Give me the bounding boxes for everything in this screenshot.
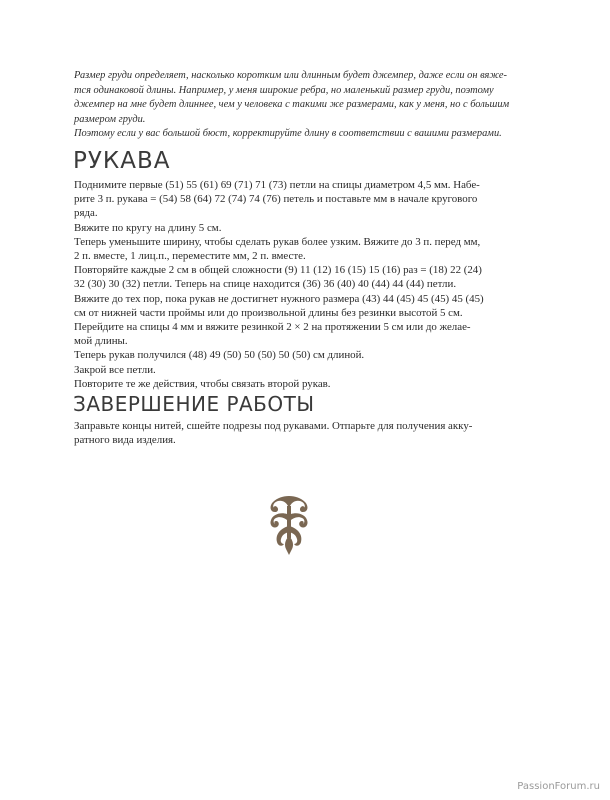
intro-note bbox=[74, 69, 542, 142]
text-line: мой длины. bbox=[74, 335, 128, 348]
text-line: Теперь рукав получился (48) 49 (50) 50 (50) 50 (50) см длиной. bbox=[74, 349, 365, 362]
finish-instructions bbox=[74, 419, 544, 447]
watermark: PassionForum.ru bbox=[517, 781, 600, 792]
text-line: см от нижней части проймы или до произвольной длины без резинки высотой 5 см. bbox=[74, 306, 463, 319]
text-line: Заправьте концы нитей, сшейте подрезы под рукавами. Отпарьте для получения акку- bbox=[74, 420, 473, 432]
text-line: 32 (30) 30 (32) петли. Теперь на спице находится (36) 36 (40) 40 (44) 44 (44) петли. bbox=[74, 278, 457, 291]
sleeve-heading: РУКАВА bbox=[73, 148, 171, 174]
text-line: Теперь уменьшите ширину, чтобы сделать рукав более узким. Вяжите до 3 п. перед мм, bbox=[74, 235, 481, 248]
intro-line: Размер груди определяет, насколько коротким или длинным будет джемпер, даже если он вяже- bbox=[74, 70, 507, 81]
text-line: ряда. bbox=[74, 207, 98, 220]
text-line: ратного вида изделия. bbox=[74, 434, 176, 447]
sleeve-instructions bbox=[74, 178, 544, 391]
text-line: Закрой все петли. bbox=[74, 363, 156, 376]
intro-line: джемпер на мне будет длиннее, чем у человека с такими же размерами, как у меня, но с большим bbox=[74, 99, 510, 111]
text-line: рите 3 п. рукава = (54) 58 (64) 72 (74) 74 (76) петель и поставьте мм в начале кругового bbox=[74, 193, 478, 206]
text-line: Вяжите до тех пор, пока рукав не достигнет нужного размера (43) 44 (45) 45 (45) 45 (45) bbox=[74, 292, 484, 305]
intro-line: размером груди. bbox=[74, 113, 146, 125]
text-line: Повторите те же действия, чтобы связать второй рукав. bbox=[74, 377, 331, 390]
text-line: Перейдите на спицы 4 мм и вяжите резинкой 2 × 2 на протяжении 5 см или до желае- bbox=[74, 321, 471, 334]
intro-line: Поэтому если у вас большой бюст, корректируйте длину в соответствии с вашими размерами. bbox=[74, 128, 502, 140]
text-line: 2 п. вместе, 1 лиц.п., переместите мм, 2 п. вместе. bbox=[74, 250, 306, 263]
finish-heading: ЗАВЕРШЕНИЕ РАБОТЫ bbox=[73, 392, 315, 416]
text-line: Поднимите первые (51) 55 (61) 69 (71) 71 (73) петли на спицы диаметром 4,5 мм. Набе- bbox=[74, 179, 480, 191]
intro-line: тся одинаковой длины. Например, у меня широкие ребра, но маленький размер груди, поэтому bbox=[74, 84, 494, 96]
fleuron-ornament-icon bbox=[263, 492, 315, 556]
text-line: Повторяйте каждые 2 см в общей сложности (9) 11 (12) 16 (15) 15 (16) раз = (18) 22 (24) bbox=[74, 264, 482, 277]
text-line: Вяжите по кругу на длину 5 см. bbox=[74, 221, 222, 234]
